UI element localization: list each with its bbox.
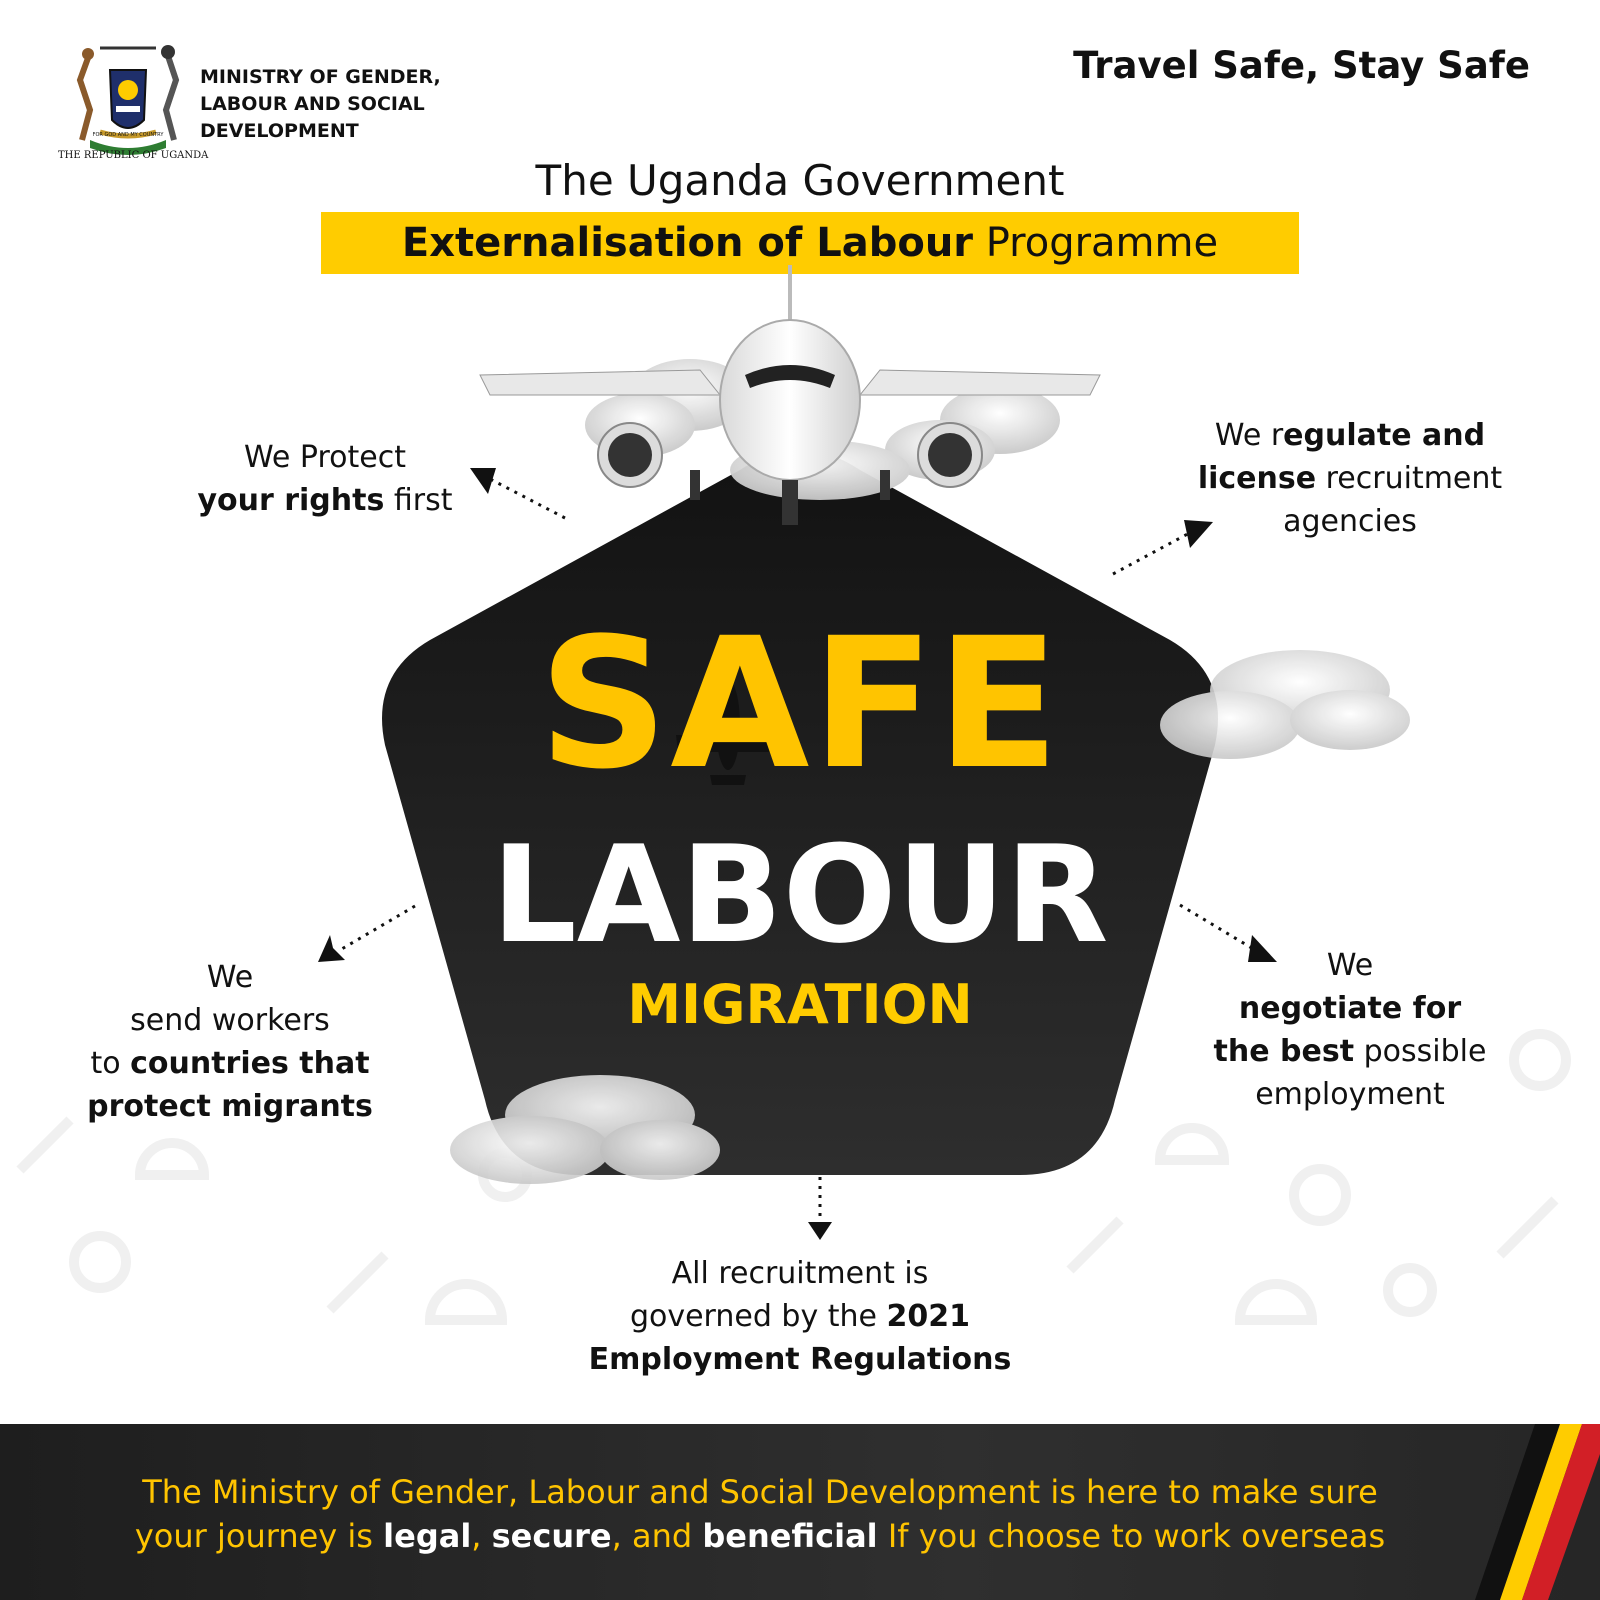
migration-headline: MIGRATION bbox=[627, 973, 973, 1036]
callout-employment-regulations bbox=[520, 1252, 1080, 1381]
callout-send-workers bbox=[40, 956, 420, 1128]
callout-regulate-agencies bbox=[1150, 414, 1550, 543]
callout-line bbox=[40, 1085, 420, 1128]
callout-bold: license bbox=[1197, 461, 1317, 496]
callout-line: We bbox=[206, 960, 254, 995]
callout-text: first bbox=[384, 483, 453, 518]
callout-bold: egulate and bbox=[1283, 418, 1486, 453]
callout-bold: Employment Regulations bbox=[588, 1342, 1012, 1377]
callout-line bbox=[1150, 414, 1550, 457]
callout-bold: 2021 bbox=[886, 1299, 971, 1334]
callout-line bbox=[1165, 987, 1535, 1030]
footer-bold: secure bbox=[491, 1517, 612, 1555]
callout-bold: protect migrants bbox=[87, 1089, 373, 1124]
footer-line: The Ministry of Gender, Labour and Social Development is here to make sure bbox=[142, 1473, 1378, 1511]
callout-line: send workers bbox=[130, 1003, 330, 1038]
airplane-icon bbox=[480, 265, 1100, 525]
footer-text: your journey is bbox=[134, 1517, 384, 1555]
footer-bold: legal bbox=[383, 1517, 472, 1555]
callout-line bbox=[520, 1338, 1080, 1381]
callout-negotiate-employment bbox=[1165, 944, 1535, 1116]
callout-line bbox=[1150, 457, 1550, 500]
callout-line: employment bbox=[1255, 1077, 1445, 1112]
callout-bold: the best bbox=[1213, 1034, 1355, 1069]
callout-text: to bbox=[90, 1046, 131, 1081]
callout-line bbox=[520, 1295, 1080, 1338]
arrow-head-icon bbox=[808, 1222, 832, 1240]
footer-line bbox=[60, 1514, 1460, 1558]
ministry-line: MINISTRY OF GENDER, bbox=[200, 66, 441, 88]
callout-text: We r bbox=[1214, 418, 1284, 453]
programme-rest: Programme bbox=[973, 220, 1219, 266]
safe-headline: SAFE bbox=[538, 600, 1062, 809]
ministry-line: LABOUR AND SOCIAL bbox=[200, 93, 425, 115]
labour-headline: LABOUR bbox=[491, 817, 1109, 973]
callout-bold: countries that bbox=[130, 1046, 370, 1081]
flag-stripes bbox=[1470, 1424, 1600, 1600]
ministry-line: DEVELOPMENT bbox=[200, 120, 359, 142]
safe-labour-panel bbox=[382, 450, 1218, 1175]
callout-line bbox=[1165, 1030, 1535, 1073]
callout-line: agencies bbox=[1283, 504, 1417, 539]
callout-text: governed by the bbox=[629, 1299, 887, 1334]
callout-protect-rights bbox=[160, 436, 490, 522]
footer-text: , bbox=[471, 1517, 492, 1555]
callout-bold: your rights bbox=[197, 483, 385, 518]
footer-bold: beneficial bbox=[702, 1517, 878, 1555]
callout-text: possible bbox=[1354, 1034, 1487, 1069]
tagline: Travel Safe, Stay Safe bbox=[1073, 44, 1530, 87]
callout-line bbox=[40, 1042, 420, 1085]
connector-rights bbox=[492, 480, 565, 518]
callout-line bbox=[160, 479, 490, 522]
footer-message bbox=[60, 1470, 1460, 1558]
crest-caption: THE REPUBLIC OF UGANDA bbox=[58, 150, 209, 161]
callout-line: We Protect bbox=[244, 440, 406, 475]
callout-line: All recruitment is bbox=[671, 1256, 929, 1291]
callout-line: We bbox=[1326, 948, 1374, 983]
footer-text: , and bbox=[611, 1517, 703, 1555]
footer-text: If you choose to work overseas bbox=[877, 1517, 1386, 1555]
programme-bold: Externalisation of Labour bbox=[401, 220, 974, 266]
crest-motto: FOR GOD AND MY COUNTRY bbox=[92, 132, 164, 138]
callout-bold: negotiate for bbox=[1238, 991, 1462, 1026]
government-line: The Uganda Government bbox=[535, 156, 1065, 205]
callout-text: recruitment bbox=[1316, 461, 1503, 496]
